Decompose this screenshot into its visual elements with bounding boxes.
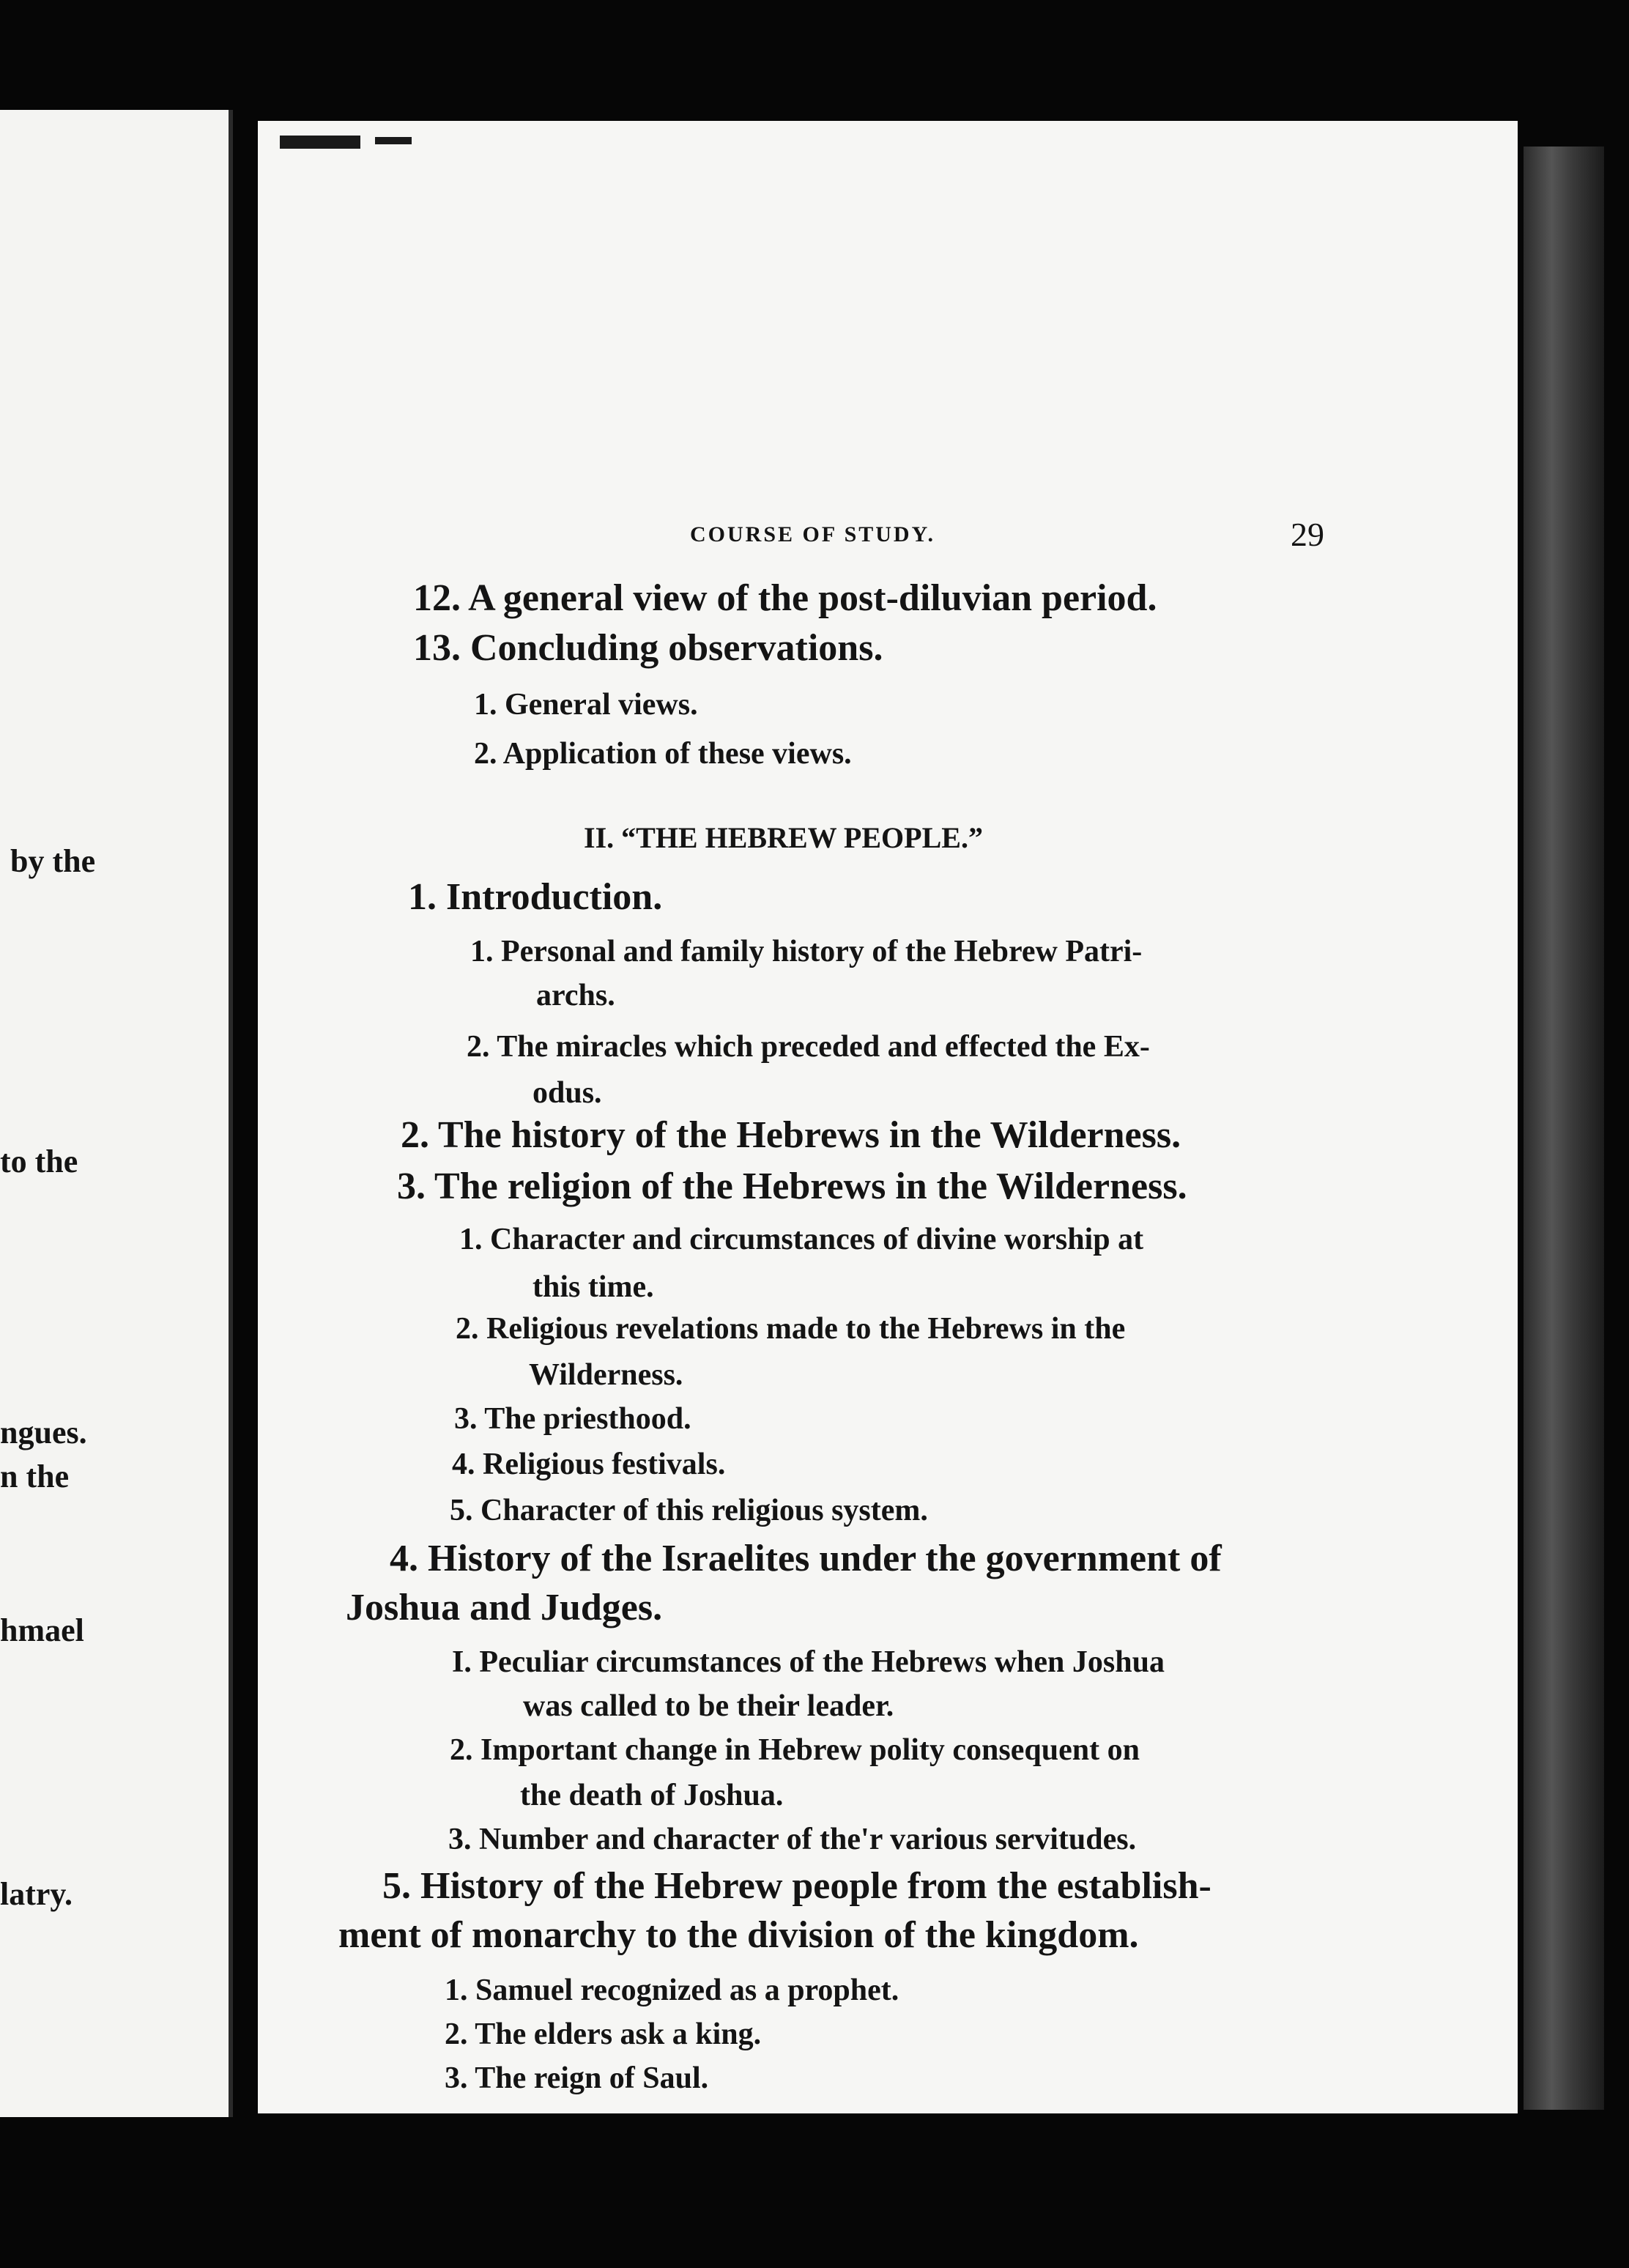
outline-continuation: this time. — [533, 1270, 654, 1304]
outline-item: 1. Introduction. — [408, 876, 663, 918]
outline-subitem: 1. General views. — [474, 688, 698, 722]
outline-item: 12. A general view of the post-diluvian period. — [413, 577, 1157, 619]
outline-subitem: 3. The reign of Saul. — [445, 2061, 709, 2095]
ink-blot — [375, 137, 412, 144]
outline-subitem: 2. Important change in Hebrew polity consequent on — [450, 1733, 1140, 1767]
outline-item: 2. The history of the Hebrews in the Wilderness. — [401, 1114, 1181, 1156]
left-page — [0, 110, 233, 2117]
running-head: COURSE OF STUDY. — [690, 522, 936, 546]
outline-subitem: 1. Samuel recognized as a prophet. — [445, 1974, 899, 2007]
outline-continuation: the death of Joshua. — [520, 1779, 784, 1812]
section-heading: II. “THE HEBREW PEOPLE.” — [584, 821, 983, 854]
outline-subitem: 5. Character of this religious system. — [450, 1494, 928, 1527]
left-fragment: ngues. — [0, 1415, 87, 1450]
book-spine — [1524, 147, 1604, 2110]
left-fragment: latry. — [0, 1876, 73, 1912]
outline-continuation: Wilderness. — [529, 1358, 683, 1392]
outline-continuation: was called to be their leader. — [523, 1689, 894, 1723]
left-fragment: n the — [0, 1459, 70, 1494]
outline-subitem: 2. Application of these views. — [474, 737, 852, 771]
outline-item: 4. History of the Israelites under the government of — [390, 1538, 1222, 1579]
outline-subitem: 1. Personal and family history of the Hebrew Patri- — [470, 935, 1143, 968]
outline-continuation: odus. — [533, 1076, 602, 1110]
outline-subitem: 3. Number and character of the'r various servitudes. — [448, 1823, 1137, 1856]
left-fragment: to the — [0, 1144, 78, 1179]
outline-subitem: 2. Religious revelations made to the Hebrews in the — [456, 1312, 1126, 1346]
outline-item: 13. Concluding observations. — [413, 627, 883, 669]
left-fragment: by the — [10, 843, 96, 879]
page-header — [258, 516, 1518, 566]
outline-continuation: archs. — [536, 979, 615, 1012]
outline-item: 5. History of the Hebrew people from the establish- — [382, 1865, 1211, 1907]
outline-continuation: ment of monarchy to the division of the kingdom. — [338, 1914, 1139, 1956]
book-page — [258, 121, 1518, 2113]
outline-subitem: 2. The miracles which preceded and effected the Ex- — [467, 1030, 1150, 1064]
outline-subitem: I. Peculiar circumstances of the Hebrews when Joshua — [452, 1645, 1165, 1679]
left-fragment: hmael — [0, 1612, 84, 1648]
page-number: 29 — [1291, 516, 1324, 553]
outline-subitem: 3. The priesthood. — [454, 1402, 691, 1436]
outline-subitem: 4. Religious festivals. — [452, 1448, 726, 1481]
outline-subitem: 1. Character and circumstances of divine worship at — [459, 1223, 1144, 1256]
ink-blot — [280, 136, 360, 149]
outline-continuation: Joshua and Judges. — [346, 1587, 663, 1628]
outline-item: 3. The religion of the Hebrews in the Wilderness. — [397, 1166, 1187, 1207]
outline-subitem: 2. The elders ask a king. — [445, 2017, 762, 2051]
